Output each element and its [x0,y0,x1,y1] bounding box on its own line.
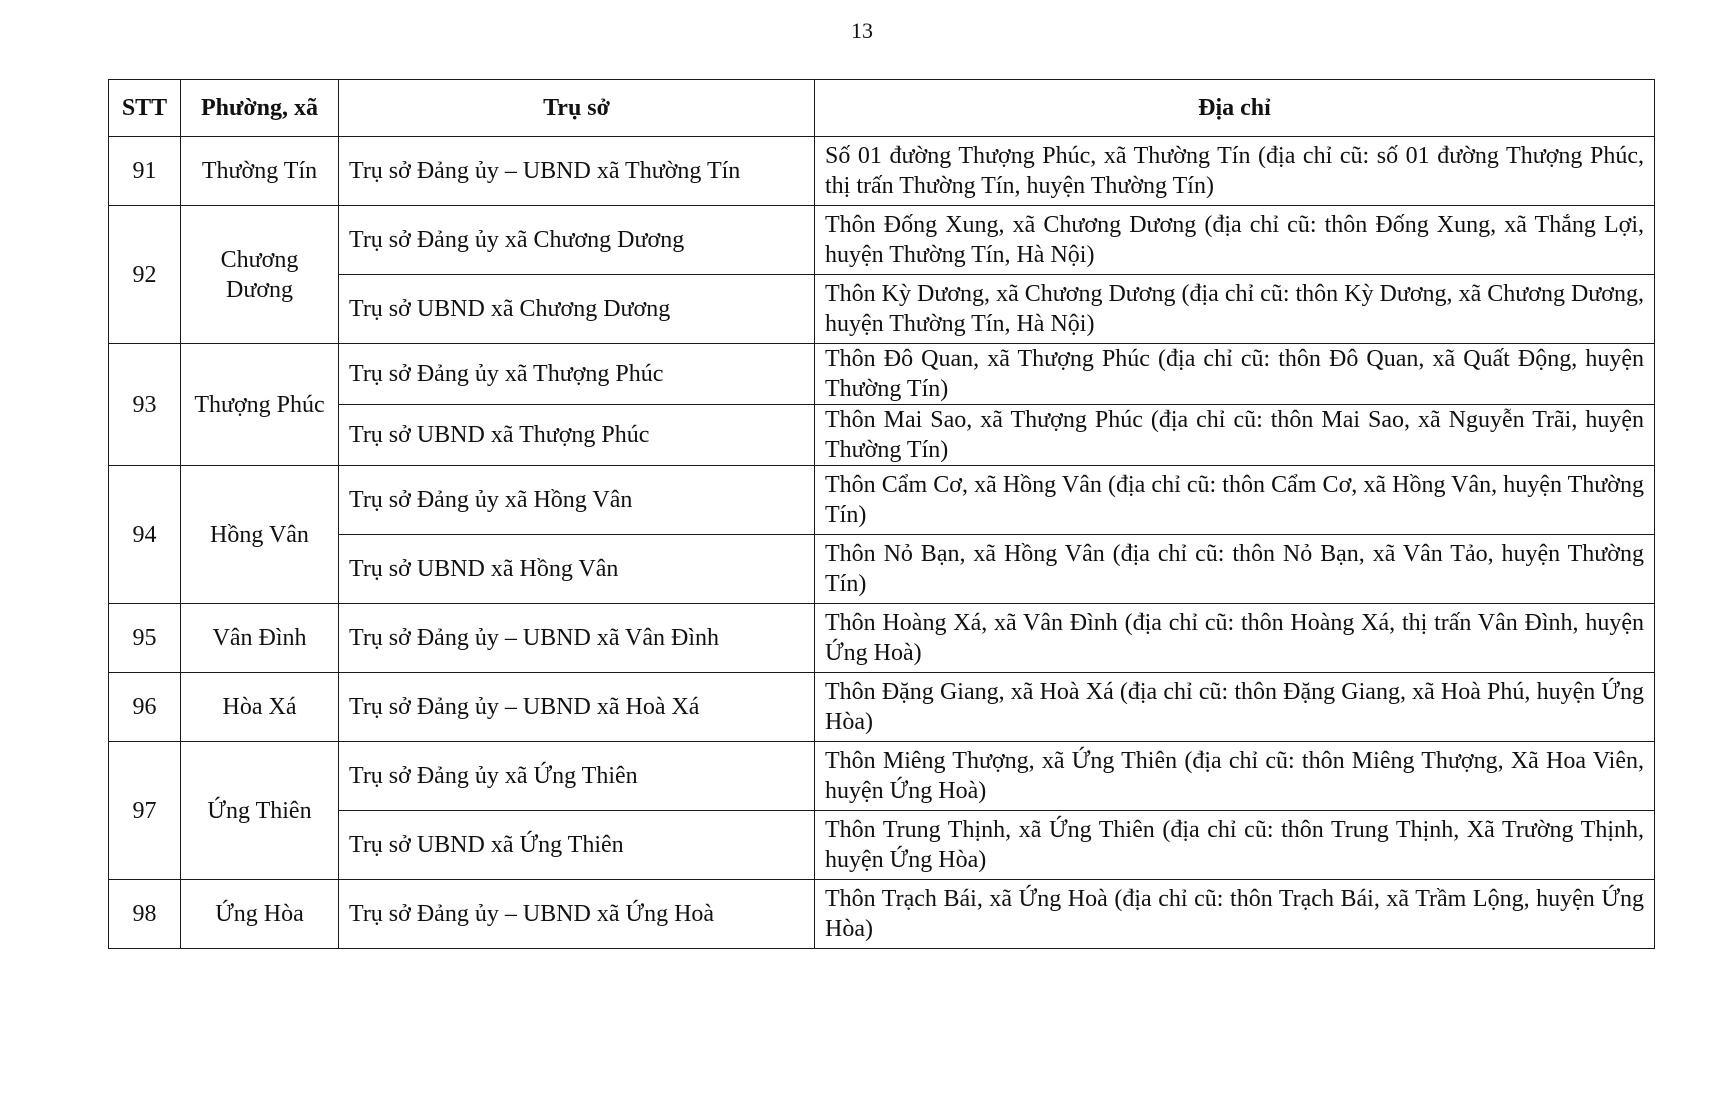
cell-stt: 96 [109,673,181,742]
table-row [109,535,1655,604]
cell-stt: 97 [109,742,181,880]
cell-office: Trụ sở Đảng ủy xã Hồng Vân [339,466,815,535]
header-stt: STT [109,80,181,137]
cell-ward: Thượng Phúc [181,344,339,466]
table-row [109,880,1655,949]
cell-stt: 92 [109,206,181,344]
cell-ward: Thường Tín [181,137,339,206]
table-row [109,137,1655,206]
cell-office: Trụ sở Đảng ủy – UBND xã Thường Tín [339,137,815,206]
cell-office: Trụ sở UBND xã Ứng Thiên [339,811,815,880]
cell-stt: 93 [109,344,181,466]
table-header-row [109,80,1655,137]
cell-address: Thôn Cẩm Cơ, xã Hồng Vân (địa chỉ cũ: thôn Cẩm Cơ, xã Hồng Vân, huyện Thường Tín) [815,466,1655,535]
cell-ward: Vân Đình [181,604,339,673]
cell-ward: Hồng Vân [181,466,339,604]
cell-office: Trụ sở Đảng ủy xã Thượng Phúc [339,344,815,405]
cell-office: Trụ sở UBND xã Hồng Vân [339,535,815,604]
page-number: 13 [851,18,873,43]
cell-office: Trụ sở UBND xã Thượng Phúc [339,405,815,466]
table-body [109,137,1655,949]
cell-stt: 94 [109,466,181,604]
table-row [109,673,1655,742]
cell-ward: Ứng Hòa [181,880,339,949]
cell-address: Thôn Đống Xung, xã Chương Dương (địa chỉ cũ: thôn Đống Xung, xã Thắng Lợi, huyện Thường Tín, Hà Nội) [815,206,1655,275]
cell-address: Thôn Đô Quan, xã Thượng Phúc (địa chỉ cũ: thôn Đô Quan, xã Quất Động, huyện Thường Tín) [815,344,1655,405]
cell-office: Trụ sở Đảng ủy xã Chương Dương [339,206,815,275]
header-address: Địa chỉ [815,80,1655,137]
commune-office-table [108,79,1655,949]
cell-address: Thôn Nỏ Bạn, xã Hồng Vân (địa chỉ cũ: thôn Nỏ Bạn, xã Vân Tảo, huyện Thường Tín) [815,535,1655,604]
cell-stt: 95 [109,604,181,673]
cell-address: Thôn Kỳ Dương, xã Chương Dương (địa chỉ cũ: thôn Kỳ Dương, xã Chương Dương, huyện Thường Tín, Hà Nội) [815,275,1655,344]
cell-stt: 91 [109,137,181,206]
cell-address: Thôn Trạch Bái, xã Ứng Hoà (địa chỉ cũ: thôn Trạch Bái, xã Trầm Lộng, huyện Ứng Hòa) [815,880,1655,949]
cell-address: Thôn Mai Sao, xã Thượng Phúc (địa chỉ cũ: thôn Mai Sao, xã Nguyễn Trãi, huyện Thường Tín) [815,405,1655,466]
cell-address: Thôn Trung Thịnh, xã Ứng Thiên (địa chỉ cũ: thôn Trung Thịnh, Xã Trường Thịnh, huyện Ứng Hòa) [815,811,1655,880]
cell-office: Trụ sở Đảng ủy – UBND xã Vân Đình [339,604,815,673]
cell-office: Trụ sở UBND xã Chương Dương [339,275,815,344]
cell-ward: Hòa Xá [181,673,339,742]
table-row [109,604,1655,673]
table-row [109,206,1655,275]
cell-address: Thôn Miêng Thượng, xã Ứng Thiên (địa chỉ cũ: thôn Miêng Thượng, Xã Hoa Viên, huyện Ứng Hoà) [815,742,1655,811]
cell-office: Trụ sở Đảng ủy – UBND xã Ứng Hoà [339,880,815,949]
header-office: Trụ sở [339,80,815,137]
cell-address: Thôn Hoàng Xá, xã Vân Đình (địa chỉ cũ: thôn Hoàng Xá, thị trấn Vân Đình, huyện Ứng Hoà) [815,604,1655,673]
cell-address: Thôn Đặng Giang, xã Hoà Xá (địa chỉ cũ: thôn Đặng Giang, xã Hoà Phú, huyện Ứng Hòa) [815,673,1655,742]
table-row [109,405,1655,466]
cell-stt: 98 [109,880,181,949]
table-row [109,344,1655,405]
header-ward: Phường, xã [181,80,339,137]
table-row [109,811,1655,880]
cell-ward: Chương Dương [181,206,339,344]
cell-office: Trụ sở Đảng ủy xã Ứng Thiên [339,742,815,811]
cell-address: Số 01 đường Thượng Phúc, xã Thường Tín (địa chỉ cũ: số 01 đường Thượng Phúc, thị trấn Thường Tín, huyện Thường Tín) [815,137,1655,206]
table-row [109,742,1655,811]
cell-office: Trụ sở Đảng ủy – UBND xã Hoà Xá [339,673,815,742]
table-row [109,275,1655,344]
cell-ward: Ứng Thiên [181,742,339,880]
table-row [109,466,1655,535]
